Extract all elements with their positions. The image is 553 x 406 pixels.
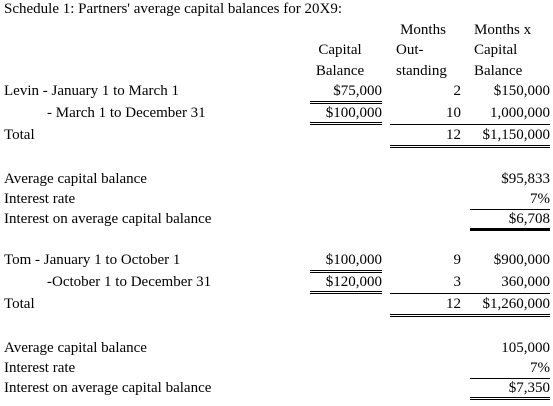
tom-interest-label: Interest on average capital balance (4, 380, 212, 396)
header-product-line3: Balance (474, 63, 523, 79)
header-months-line2: Out- (396, 42, 424, 58)
levin-rate-value: 7% (530, 191, 550, 207)
tom-row2-underline-2 (310, 293, 382, 294)
tom-row1-label: Tom - January 1 to October 1 (4, 252, 181, 268)
tom-avg-label: Average capital balance (4, 340, 147, 356)
header-capital-line1: Capital (318, 42, 362, 58)
tom-row2-underline-1 (310, 291, 382, 292)
levin-interest-label: Interest on average capital balance (4, 211, 212, 227)
levin-rate-label: Interest rate (4, 191, 76, 207)
tom-row2-product: 360,000 (501, 274, 550, 290)
levin-total-product: $1,150,000 (482, 127, 550, 143)
levin-row2-months: 10 (446, 105, 461, 121)
levin-row1-underline-2 (310, 103, 382, 104)
levin-total-underline-1 (390, 145, 550, 146)
tom-interest-underline-2 (470, 399, 550, 400)
tom-row1-underline-2 (310, 272, 382, 273)
levin-row2-underline-2 (310, 124, 382, 125)
levin-total-label: Total (4, 127, 35, 143)
levin-total-months: 12 (446, 127, 461, 143)
levin-total-underline-2 (390, 147, 550, 148)
tom-row1-months: 9 (453, 252, 461, 268)
tom-total-product: $1,260,000 (482, 296, 550, 312)
tom-row1-underline-1 (310, 270, 382, 271)
levin-row2-label: - March 1 to December 31 (47, 105, 206, 121)
levin-avg-label: Average capital balance (4, 171, 147, 187)
levin-interest-underline (470, 228, 550, 231)
tom-avg-value: 105,000 (501, 340, 550, 356)
tom-row2-capital: $120,000 (325, 274, 382, 290)
tom-total-underline-1 (390, 314, 550, 315)
levin-row2-capital: $100,000 (325, 105, 382, 121)
header-product-line2: Capital (474, 42, 518, 58)
levin-row1-capital: $75,000 (333, 83, 382, 99)
tom-rate-rule (470, 378, 550, 379)
tom-total-label: Total (4, 296, 35, 312)
tom-row2-label: -October 1 to December 31 (47, 274, 212, 290)
levin-row1-underline-1 (310, 101, 382, 102)
tom-row1-capital: $100,000 (325, 252, 382, 268)
levin-avg-value: $95,833 (501, 171, 550, 187)
tom-row1-product: $900,000 (493, 252, 550, 268)
tom-rate-value: 7% (530, 360, 550, 376)
levin-row2-product: 1,000,000 (490, 105, 550, 121)
schedule-title: Schedule 1: Partners' average capital balances for 20X9: (4, 1, 342, 17)
header-capital-line2: Balance (315, 63, 365, 79)
levin-row1-months: 2 (453, 83, 461, 99)
header-months-line1: Months (400, 22, 446, 38)
tom-interest-underline-1 (470, 397, 550, 398)
tom-rate-label: Interest rate (4, 360, 76, 376)
levin-row2-underline-1 (310, 122, 382, 123)
levin-rate-rule (470, 209, 550, 210)
levin-row1-product: $150,000 (493, 83, 550, 99)
tom-subtotal-rule (390, 293, 550, 294)
levin-interest-value: $6,708 (508, 211, 550, 227)
levin-row1-label: Levin - January 1 to March 1 (4, 83, 179, 99)
tom-total-underline-2 (390, 316, 550, 317)
header-product-line1: Months x (474, 22, 532, 38)
header-months-line3: standing (396, 63, 447, 79)
tom-total-months: 12 (446, 296, 461, 312)
levin-subtotal-rule (390, 124, 550, 125)
tom-row2-months: 3 (453, 274, 461, 290)
tom-interest-value: $7,350 (508, 380, 550, 396)
